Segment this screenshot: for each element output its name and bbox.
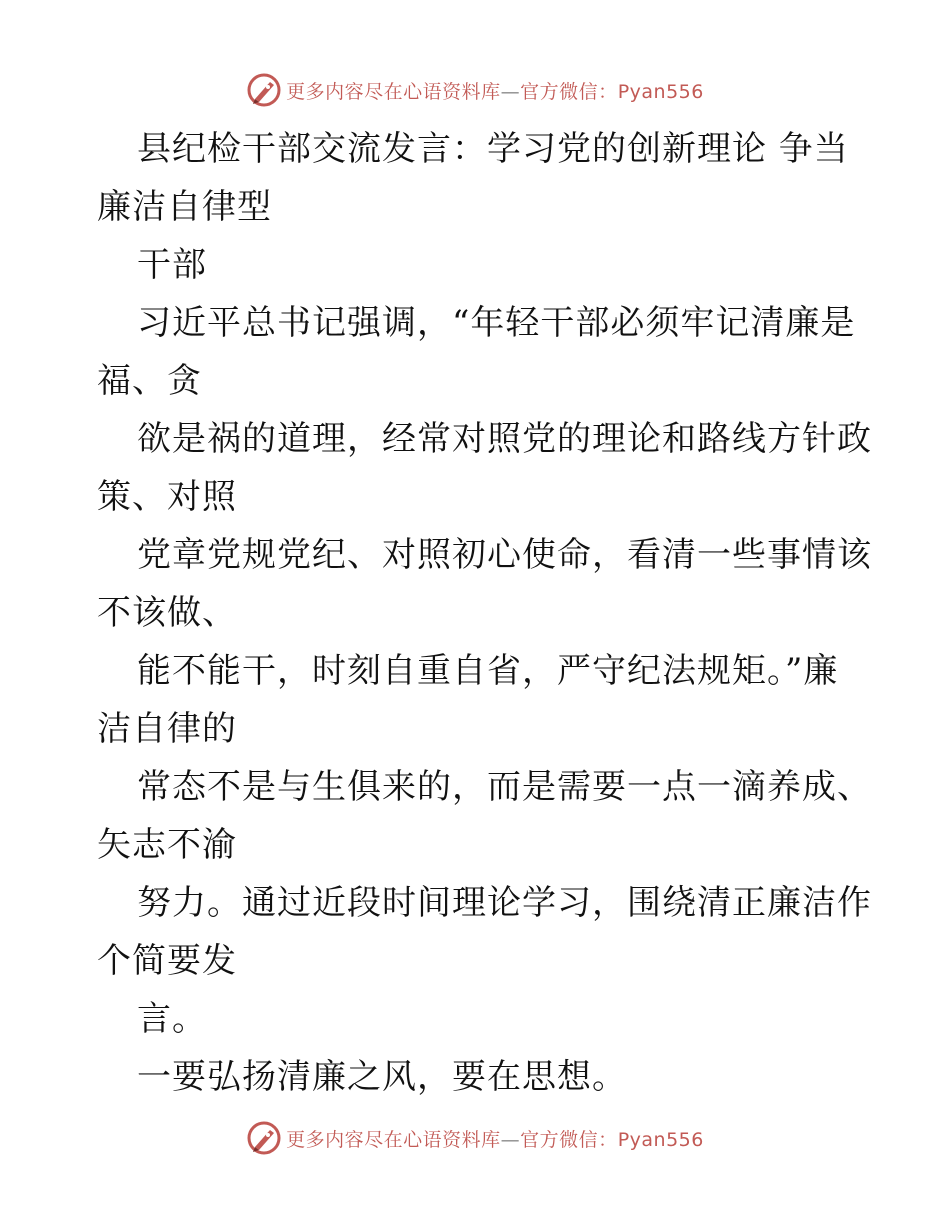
text-line: 福、贪 [97,361,202,401]
pen-logo-icon [246,72,282,108]
watermark-banner-top [0,70,950,110]
text-line: 个简要发 [97,941,237,981]
watermark-text: 更多内容尽在心语资料库—官方微信：Pyan556 [286,80,704,103]
text-line: 欲是祸的道理，经常对照党的理论和路线方针政 [137,419,872,459]
text-line: 努力。通过近段时间理论学习，围绕清正廉洁作 [137,883,872,923]
document-body [97,120,872,1106]
text-line: 县纪检干部交流发言：学习党的创新理论 争当 [137,129,849,169]
text-line: 一要弘扬清廉之风，要在思想。 [137,1057,627,1097]
pen-logo-icon [246,1120,282,1156]
text-line: 矢志不渝 [97,825,237,865]
text-line: 干部 [137,245,207,285]
text-line: 习近平总书记强调，“年轻干部必须牢记清廉是 [137,303,856,343]
text-line: 言。 [137,999,207,1039]
watermark-text: 更多内容尽在心语资料库—官方微信：Pyan556 [286,1128,704,1151]
text-line: 党章党规党纪、对照初心使命，看清一些事情该 [137,535,872,575]
text-line: 廉洁自律型 [97,187,272,227]
text-line: 能不能干，时刻自重自省，严守纪法规矩。”廉 [137,651,839,691]
text-line: 不该做、 [97,593,237,633]
text-line: 洁自律的 [97,709,237,749]
text-line: 常态不是与生俱来的，而是需要一点一滴养成、 [137,767,872,807]
text-line: 策、对照 [97,477,237,517]
watermark-banner-bottom [0,1118,950,1158]
